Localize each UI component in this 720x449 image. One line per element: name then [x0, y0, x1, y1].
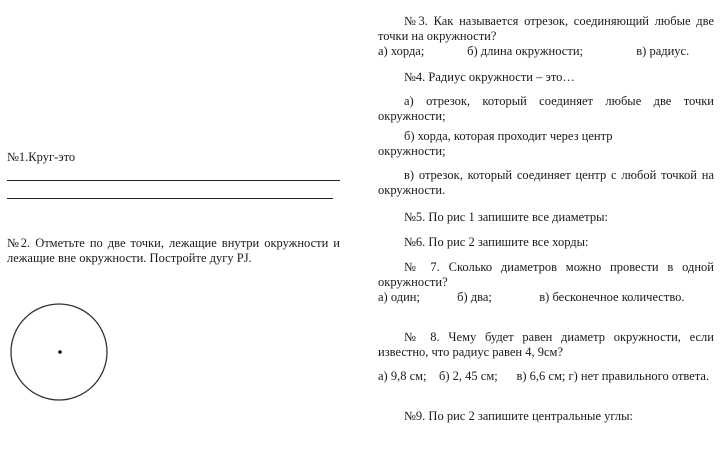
question-3-option-c[interactable]: в) радиус.	[636, 44, 690, 58]
question-4-option-b[interactable]: б) хорда, которая проходит через центр окружности;	[378, 129, 613, 158]
circle-center-point	[58, 350, 62, 354]
question-8-options[interactable]: а) 9,8 см; б) 2, 45 см; в) 6,6 см; г) нет правильного ответа.	[378, 369, 710, 383]
question-3-option-a[interactable]: а) хорда;	[378, 44, 425, 58]
question-7-option-a[interactable]: а) один;	[378, 290, 420, 304]
question-3-option-b[interactable]: б) длина окружности;	[467, 44, 583, 58]
question-3-options	[378, 44, 714, 59]
question-4-option-c[interactable]: в) отрезок, который соединяет центр с любой точкой на окружности.	[378, 168, 714, 197]
question-7-options	[378, 290, 714, 305]
question-3-text: №3. Как называется отрезок, соединяющий любые две точки на окружности?	[378, 14, 714, 43]
question-1-text: №1.Круг-это	[7, 150, 76, 164]
question-8-text: № 8. Чему будет равен диаметр окружности, если известно, что радиус равен 4, 9см?	[378, 330, 714, 359]
question-4-option-a[interactable]: а) отрезок, который соединяет любые две точки окружности;	[378, 94, 714, 123]
question-6-text: №6. По рис 2 запишите все хорды:	[404, 235, 589, 249]
question-2-text: №2. Отметьте по две точки, лежащие внутри окружности и лежащие вне окружности. Постройте дугу PJ.	[7, 236, 340, 265]
question-4-text: №4. Радиус окружности – это…	[404, 70, 575, 84]
question-7-option-b[interactable]: б) два;	[457, 290, 492, 304]
circle-figure	[8, 302, 110, 404]
question-7-option-c[interactable]: в) бесконечное количество.	[539, 290, 685, 304]
question-9-text: №9. По рис 2 запишите центральные углы:	[404, 409, 633, 423]
answer-line-2[interactable]	[7, 198, 333, 199]
question-5-text: №5. По рис 1 запишите все диаметры:	[404, 210, 608, 224]
question-7-text: № 7. Сколько диаметров можно провести в одной окружности?	[378, 260, 714, 289]
answer-line-1[interactable]	[7, 180, 340, 181]
